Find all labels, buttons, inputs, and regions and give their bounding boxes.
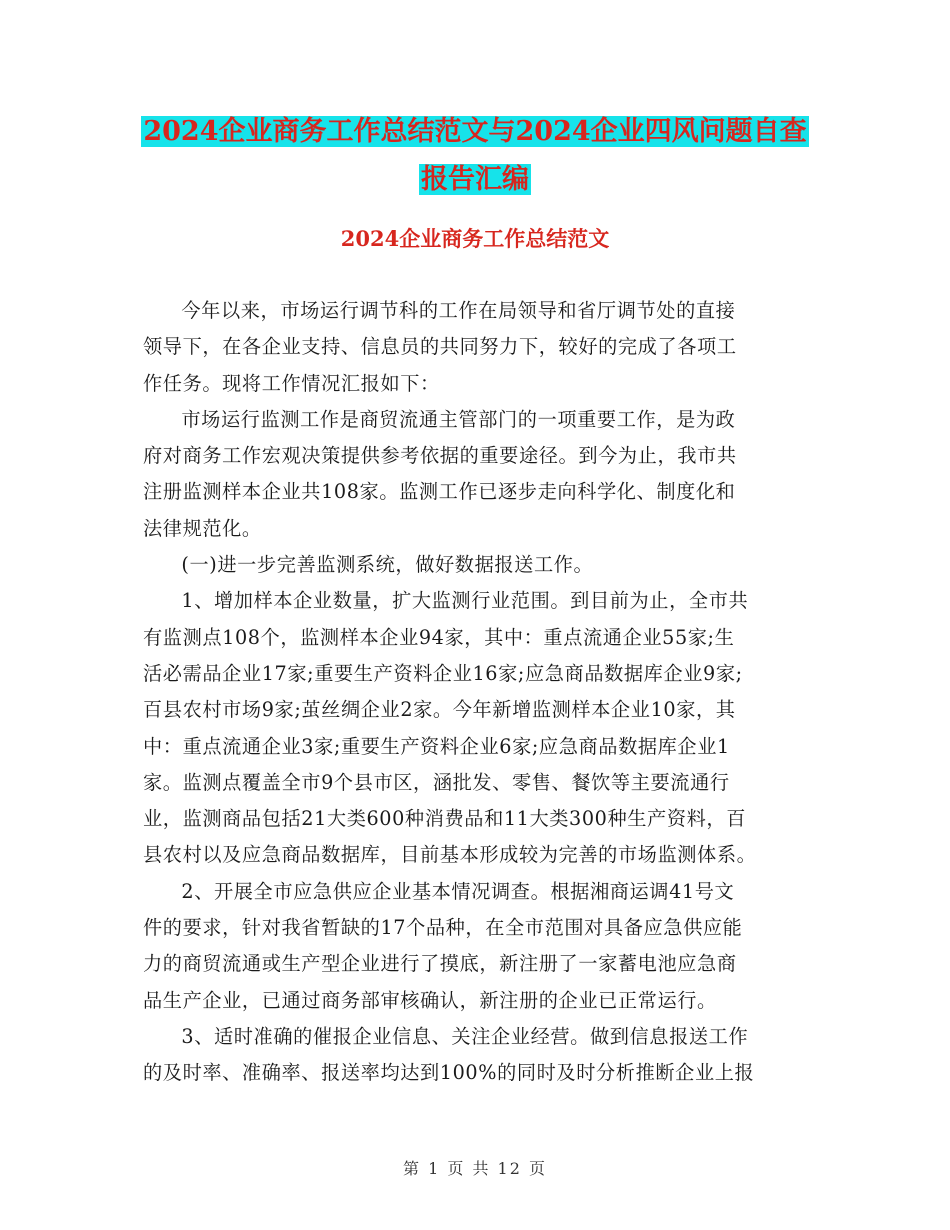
text-line: 力的商贸流通或生产型企业进行了摸底，新注册了一家蓄电池应急商 [143, 952, 737, 976]
text-line: 中：重点流通企业3家;重要生产资料企业6家;应急商品数据库企业1 [143, 734, 730, 758]
text-line: 2、开展全市应急供应企业基本情况调查。根据湘商运调41号文 [181, 879, 735, 903]
text-line: 3、适时准确的催报企业信息、关注企业经营。做到信息报送工作 [181, 1024, 749, 1048]
text-line: 品生产企业，已通过商务部审核确认，新注册的企业已正常运行。 [143, 988, 717, 1012]
text-line: 府对商务工作宏观决策提供参考依据的重要途径。到今为止，我市共 [143, 444, 737, 468]
paragraph [143, 547, 809, 583]
paragraph [143, 402, 809, 547]
text-line: 的及时率、准确率、报送率均达到100%的同时及时分析推断企业上报 [143, 1061, 755, 1085]
text-line: 法律规范化。 [143, 516, 262, 540]
text-line: 百县农村市场9家;茧丝绸企业2家。今年新增监测样本企业10家，其 [143, 698, 736, 722]
page-footer: 第 1 页 共 12 页 [403, 1159, 547, 1178]
text-line: 作任务。现将工作情况汇报如下： [143, 371, 440, 395]
text-line: 家。监测点覆盖全市9个县市区，涵批发、零售、餐饮等主要流通行 [143, 770, 730, 794]
text-line: 活必需品企业17家;重要生产资料企业16家;应急商品数据库企业9家; [143, 661, 743, 685]
section-title: 2024企业商务工作总结范文 [340, 226, 610, 251]
text-line: 县农村以及应急商品数据库，目前基本形成较为完善的市场监测体系。 [143, 843, 757, 867]
paragraph [143, 293, 809, 402]
document-title-line2: 报告汇编 [421, 164, 529, 195]
document-title [140, 108, 810, 204]
text-line: 业，监测商品包括21大类600种消费品和11大类300种生产资料，百 [143, 807, 746, 831]
document-title-line1: 2024企业商务工作总结范文与2024企业四风问题自查 [143, 116, 807, 147]
text-line: 今年以来，市场运行调节科的工作在局领导和省厅调节处的直接 [181, 299, 736, 322]
text-line: 市场运行监测工作是商贸流通主管部门的一项重要工作，是为政 [181, 407, 736, 431]
text-line: 领导下，在各企业支持、信息员的共同努力下，较好的完成了各项工 [143, 335, 737, 359]
text-line: 有监测点108个，监测样本企业94家，其中：重点流通企业55家;生 [143, 625, 735, 649]
text-line: 件的要求，针对我省暂缺的17个品种，在全市范围对具备应急供应能 [143, 916, 743, 940]
paragraph [143, 1019, 809, 1092]
document-body [143, 293, 809, 1092]
text-line: 注册监测样本企业共108家。监测工作已逐步走向科学化、制度化和 [143, 480, 736, 504]
text-line: 1、增加样本企业数量，扩大监测行业范围。到目前为止，全市共 [181, 589, 749, 613]
paragraph [143, 874, 809, 1019]
text-line: (一)进一步完善监测系统，做好数据报送工作。 [181, 553, 594, 577]
paragraph [143, 583, 809, 873]
